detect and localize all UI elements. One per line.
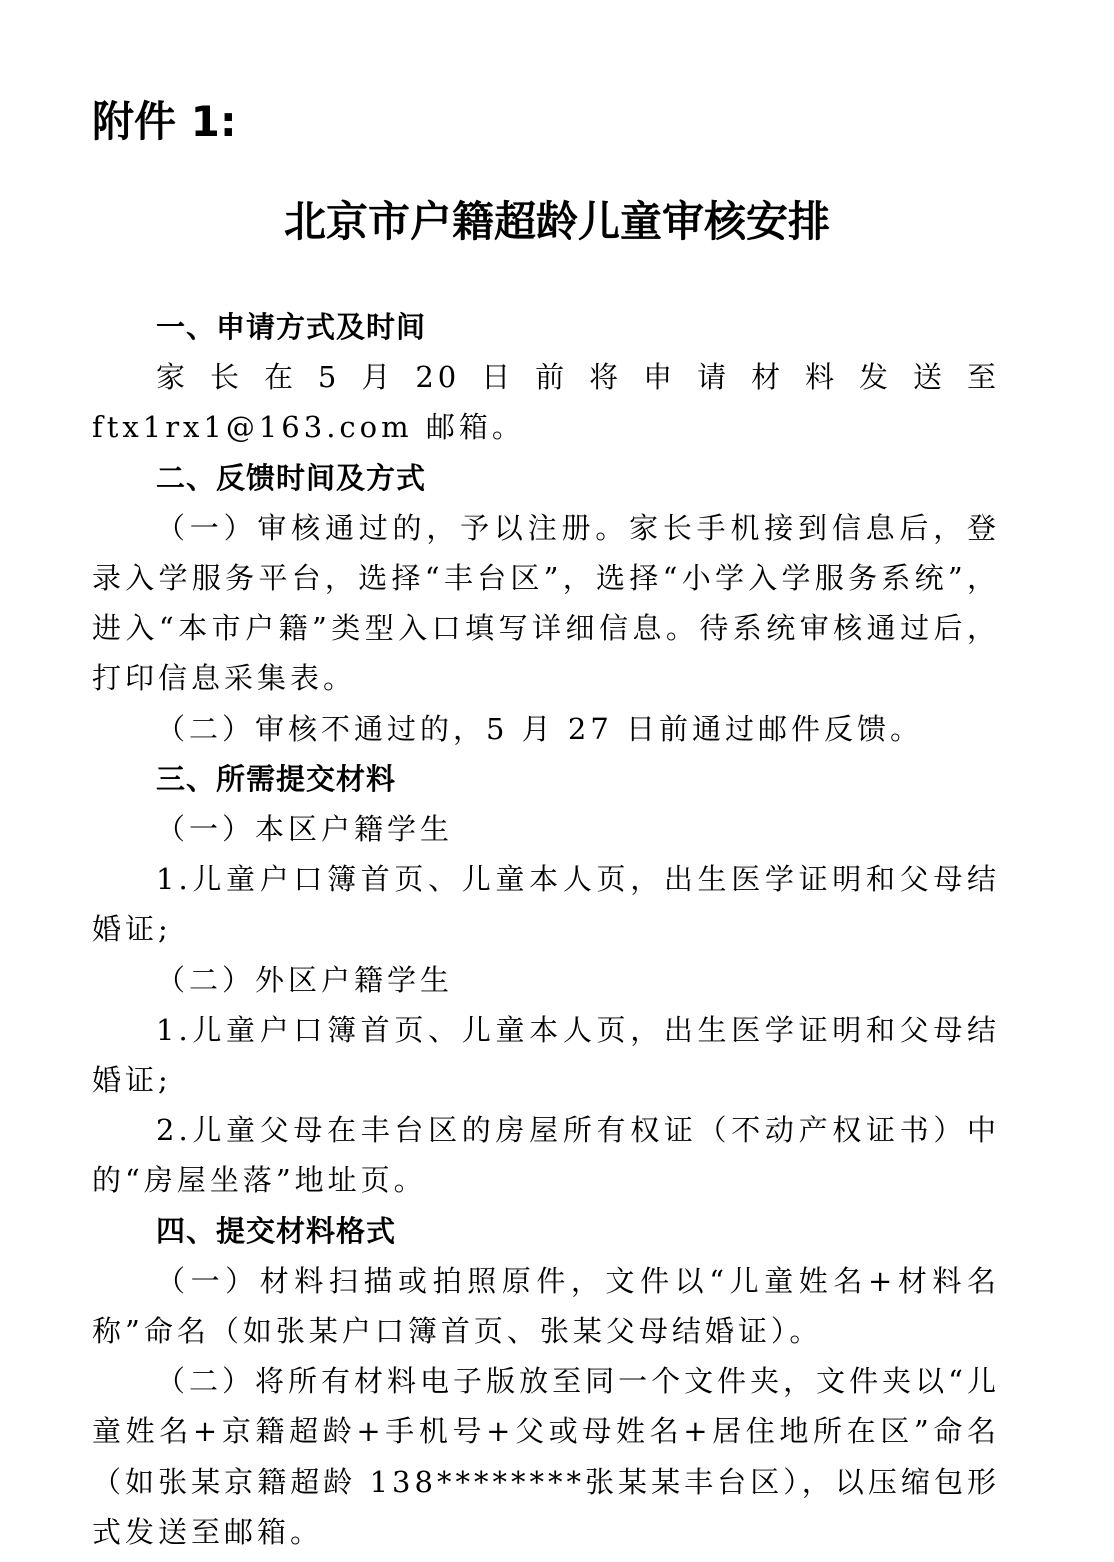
section-1-paragraph-1: 家长在5月20日前将申请材料发送至 ftx1rx1@163.com 邮箱。	[92, 360, 1000, 445]
section-heading-1: 一、申请方式及时间	[156, 310, 427, 344]
section-3-paragraph-3: （二）外区户籍学生	[156, 962, 454, 997]
attachment-label: 附件 1:	[92, 97, 237, 146]
section-3-paragraph-2: 1.儿童户口簿首页、儿童本人页，出生医学证明和父母结婚证;	[92, 862, 1000, 947]
section-3-paragraph-1: （一）本区户籍学生	[156, 812, 454, 847]
section-4-paragraph-2: （二）将所有材料电子版放至同一个文件夹，文件夹以“儿童姓名+京籍超龄+手机号+父或母姓名+居住地所在区”命名（如张某京籍超龄 138********张某某丰台区），以压缩包形式发送至邮箱。	[92, 1364, 1000, 1549]
section-3-paragraph-5: 2.儿童父母在丰台区的房屋所有权证（不动产权证书）中的“房屋坐落”地址页。	[92, 1113, 1000, 1198]
section-3-paragraph-4: 1.儿童户口簿首页、儿童本人页，出生医学证明和父母结婚证;	[92, 1012, 1000, 1098]
section-4-paragraph-1: （一）材料扫描或拍照原件，文件以“儿童姓名+材料名称”命名（如张某户口簿首页、张某父母结婚证）。	[92, 1263, 1000, 1349]
section-2-paragraph-1: （一）审核通过的，予以注册。家长手机接到信息后，登录入学服务平台，选择“丰台区”，选择“小学入学服务系统”，进入“本市户籍”类型入口填写详细信息。待系统审核通过后，打印信息采集表。	[92, 510, 1000, 696]
document-title: 北京市户籍超龄儿童审核安排	[283, 197, 830, 246]
document-body	[92, 302, 1000, 1557]
section-heading-3: 三、所需提交材料	[156, 761, 397, 796]
section-heading-2: 二、反馈时间及方式	[156, 460, 427, 495]
section-2-paragraph-2: （二）审核不通过的，5 月 27 日前通过邮件反馈。	[156, 711, 924, 746]
section-heading-4: 四、提交材料格式	[156, 1213, 397, 1248]
